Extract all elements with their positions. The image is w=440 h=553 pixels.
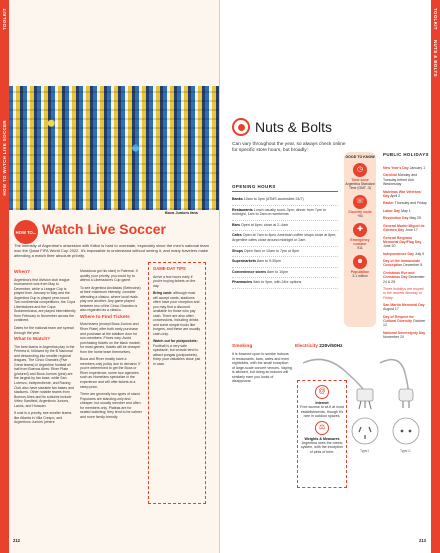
hours-value: 8am to 9:30pm	[256, 259, 281, 264]
page-title: Watch Live Soccer	[42, 221, 166, 237]
tip-item	[153, 291, 201, 336]
soccer-fans-photo	[9, 86, 220, 210]
holiday-name: Independence Day	[383, 251, 414, 256]
body-paragraph: Dates for the national team are spread through the year.	[14, 326, 74, 335]
scale-icon: ⚖	[315, 421, 329, 435]
target-icon	[232, 118, 250, 136]
holiday-item	[383, 201, 427, 205]
wifi-icon: @	[315, 385, 329, 399]
holiday-name: General Martín Miguel de Güemes Day	[383, 223, 425, 233]
section-title	[232, 118, 332, 136]
good-to-know-label: Population	[350, 270, 370, 275]
tip-text: although most will accept cards, stadiums often have poor reception and you may find a discount available for those who pay cash. There are also often concessions, including drinks and some simple foods like burgers, and these are usually cash-only.	[153, 291, 201, 336]
holiday-date: June 20	[383, 244, 396, 249]
left-column-2	[80, 269, 142, 422]
hours-value: 10am to 3pm (ATMS accessible 24/7)	[243, 197, 304, 201]
holiday-item	[383, 259, 427, 268]
good-to-know-label: Emergency number	[350, 238, 370, 247]
holiday-note: Three holidays are moved to the nearest Monday or Friday:	[383, 287, 424, 300]
photo-caption: Boca Juniors fans	[165, 211, 198, 215]
internet-weights-box	[297, 380, 347, 488]
population-icon: ☻	[353, 255, 367, 269]
right-side-tab	[431, 0, 440, 553]
holiday-name: General Belgrano Memorial Day/Flag Day	[383, 235, 422, 244]
game-day-tips-box	[148, 262, 206, 504]
good-to-know-label: Time zone	[351, 178, 369, 183]
holiday-name: Malvinas War Veterans' Day	[383, 189, 422, 198]
hours-value: Lunch usually noon–3pm; dinner from 7pm to midnight, 1am to 2am on weekends	[232, 207, 326, 217]
howto-badge: HOW TO...	[14, 220, 38, 244]
holiday-name: National Sovereignty Day	[383, 330, 426, 335]
body-paragraph: Argentina's first division club league tournament runs from May to December, while a League Cup is played from January to May and the Argentina Cup is played year-round. Two continental competitions, the Copa Libertadores and the Copa Sudamericana, are played intermittently from February to November across the continent.	[14, 277, 76, 323]
tip-item	[153, 275, 201, 289]
tip-label: Watch out for pickpockets:	[153, 339, 198, 343]
opening-hours-list	[232, 195, 338, 289]
holiday-name: Day of Respect for Cultural Diversity	[383, 314, 414, 324]
holiday-date: May 25	[409, 216, 421, 221]
holiday-item	[383, 287, 427, 300]
hours-value: Open 9am or 10am to 7pm or 8pm	[243, 248, 300, 253]
holiday-date: August 17	[383, 307, 399, 312]
body-paragraph: The best teams in Argentina play in the Primera A, followed by the B Nacional and descending into smaller regional leagues. The Cinco Grandes (Five Great teams) in Argentine football all hail from Buenos Aires: River Plate (pictured) and Boca Juniors (pink) are the largest by fan base, while San Lorenzo, Independiente, and Racing Club also have sizeable fan bases and stadiums. Other notable teams from Buenos Aires and its suburbs include Vélez Sarsfield, Argentinos Juniors, Lanús, and Huracán.	[14, 344, 75, 408]
opening-hours-title: OPENING HOURS	[232, 184, 276, 189]
hours-category: Convenience stores	[232, 269, 267, 274]
holiday-date: December 24 & 25	[383, 275, 425, 284]
holiday-date: October 12	[383, 319, 426, 328]
hours-row	[232, 268, 338, 279]
holiday-item	[383, 252, 427, 256]
good-to-know-item	[345, 255, 375, 278]
holiday-item	[383, 271, 427, 284]
hours-value: Open at 7am to 8pm; American coffee shops close at 8pm; Argentine cafes close around midnight or 2am	[232, 233, 337, 242]
holiday-name: New Year's Day	[383, 166, 409, 170]
holiday-item	[383, 303, 427, 312]
hours-row	[232, 278, 338, 289]
holiday-item	[383, 315, 427, 328]
section-title-text: Nuts & Bolts	[255, 119, 333, 135]
weights-text: Argentina uses the metric system, with the exception of pints of beer.	[300, 441, 344, 454]
good-to-know-item	[345, 195, 375, 218]
plug-label-type-i: Type I	[360, 449, 370, 453]
holiday-date: November 20	[383, 335, 405, 340]
body-paragraph: Most teams (except Boca Juniors and River Plate) offer both early purchase and purchase at the stadium door for non-members. Prices vary. Avoid purchasing tickets on the black market; for most games, tickets will be cheaper from the home team themselves.	[80, 322, 141, 354]
hours-category: Pharmacies	[232, 280, 253, 285]
holiday-name: Labor Day	[383, 208, 401, 213]
right-side-tab-label: NUTS & BOLTS	[433, 40, 438, 77]
body-paragraph: Maradona got his start) in Paternal. If quality your priority, you could try to attend a Libertadores Cup game.	[80, 269, 138, 283]
holiday-item	[383, 224, 427, 233]
emergency-icon: ✚	[353, 223, 367, 237]
plug-label-type-c: Type C	[400, 449, 411, 453]
smoking-text: It is frowned upon to smoke indoors in restaurants, bars, cafes and even nightclubs, with the small exception of large-scale concert venues. Vaping is allowed, but doing so indoors will similarly earn you looks of disapproval.	[232, 352, 292, 383]
hours-category: Supermarkets	[232, 259, 256, 264]
holiday-date: December 8	[403, 263, 423, 268]
smoking-title: Smoking	[232, 344, 253, 349]
holiday-item	[383, 331, 427, 340]
holiday-item	[383, 236, 427, 249]
body-paragraph: To see Argentina Anciladas (Seleccina) at their maximum intensity, consider attending a clásico, where local rivals play one another. Any game played between two of the Cinco Grandes is also regarded as a clásico.	[80, 285, 141, 313]
holiday-date: April 2	[390, 193, 401, 198]
subheading: When?	[14, 270, 30, 275]
tip-text: Football is a very safe spectacle, but crowds tend to attract pungas (pickpockets). Keep your valuables close just in case.	[153, 343, 201, 366]
left-toolkit-label: TOOLKIT	[2, 8, 7, 30]
subheading: Where to Find Tickets	[80, 314, 130, 320]
holiday-date: May 1	[401, 208, 411, 213]
public-holidays-title: PUBLIC HOLIDAYS	[383, 152, 429, 157]
body-paragraph: If cost is a priority, see smaller teams like Atlanta in Villa Crespo, and Argentinos Juniors (where	[14, 411, 72, 425]
holiday-date: June 17	[405, 228, 418, 233]
holiday-item	[383, 173, 427, 186]
holiday-date: Thursday and Friday	[394, 201, 427, 206]
good-to-know-value: +54	[357, 214, 363, 219]
holiday-item	[383, 216, 427, 220]
hours-category: Bars	[232, 222, 240, 227]
body-paragraph: There are generally two types of stand. Populares are standing-only and cheaper, but usually member and often for members only. Plateas are for seated watching; they tend to be calmer and more family-friendly.	[80, 392, 142, 419]
good-to-know-item	[345, 223, 375, 250]
left-column-1	[14, 269, 76, 428]
internet-title: Internet	[315, 401, 329, 405]
holiday-item	[383, 190, 427, 199]
hours-row	[232, 247, 338, 258]
right-page	[220, 0, 440, 553]
hours-value: Open at 6pm; close at 2–4am	[241, 222, 289, 227]
hours-category: Restaurants	[232, 207, 253, 212]
electricity-title	[295, 344, 342, 349]
holiday-name: Day of the Immaculate Conception	[383, 259, 421, 268]
holiday-item	[383, 209, 427, 213]
left-side-tab	[0, 0, 9, 553]
good-to-know-label: Country code	[348, 210, 372, 215]
intro-paragraph: The intensity of Argentine's obsession with fútbol is hard to overstate, especially since the men's national team won the Qatar FIFA World Cup 2022. It's impossible to understand without seeing it, and many travelers make attending a match their absolute priority.	[14, 243, 209, 259]
hours-intro: Can vary throughout the year, so always check online for specific store hours, but broadly:	[232, 142, 346, 154]
holiday-name: Christmas Eve and Christmas Day	[383, 270, 415, 280]
clock-icon: ◷	[353, 163, 367, 177]
tips-list	[153, 275, 201, 367]
good-to-know-box	[344, 152, 376, 327]
holiday-date: July 9	[414, 251, 425, 256]
phone-icon: ☏	[353, 195, 367, 209]
right-toolkit-label: TOOLKIT	[433, 8, 438, 30]
hours-row	[232, 206, 338, 221]
good-to-know-value: 3.1 million	[352, 274, 368, 279]
holiday-name: Carnival	[383, 173, 397, 178]
left-side-tab-label: HOW TO WATCH LIVE SOCCER	[2, 120, 7, 196]
electricity-value: 220v/50Hz	[319, 344, 343, 349]
hours-category: Cafes	[232, 233, 242, 238]
hours-value: 9am to 9pm, with 24hr options	[253, 280, 302, 285]
holiday-name: Revolution Day	[383, 216, 409, 221]
body-paragraph: Boca and River mostly have a members-only policy due to demand. If you're determined to get the Boca or River experience, some tour agencies such as Homefans specialize in the experience and will offer tickets at a steep price.	[80, 357, 141, 389]
tip-text: Arrive a few hours early if you're buying tickets on the day.	[153, 274, 196, 288]
weights-title: Weights & Measures	[304, 436, 340, 441]
good-to-know-value: 911	[357, 246, 363, 251]
page-number-right: 213	[419, 538, 426, 543]
tips-title: GAME-DAY TIPS	[153, 266, 186, 271]
good-to-know-title: GOOD TO KNOW	[345, 155, 375, 159]
hours-row	[232, 221, 338, 232]
holiday-name: Easter	[383, 201, 394, 206]
holiday-date: Monday and Tuesday before Ash Wednesday	[383, 173, 418, 187]
tip-item	[153, 339, 201, 366]
page-number-left: 212	[13, 538, 20, 543]
good-to-know-item	[345, 163, 375, 190]
public-holidays-list	[383, 166, 427, 343]
tip-label: Bring cash:	[153, 291, 173, 295]
hours-value: 8am to 10pm	[267, 269, 289, 274]
hours-row	[232, 195, 338, 206]
good-to-know-value: Argentina Standard Time (GMT -3)	[345, 182, 375, 191]
electricity-label: Electricity	[295, 344, 318, 349]
holiday-date: January 1	[409, 166, 426, 170]
internet-text: Free access to wi-fi at most establishments, though it's rare in outdoor spaces.	[300, 405, 344, 419]
divider	[232, 191, 338, 192]
hours-row	[232, 257, 338, 268]
holiday-name: San Martín Memorial Day	[383, 303, 425, 308]
hours-category: Banks	[232, 197, 243, 201]
hours-category: Shops	[232, 248, 243, 253]
subheading: What to Watch?	[14, 337, 51, 343]
hours-row	[232, 231, 338, 246]
holiday-item	[383, 166, 427, 170]
